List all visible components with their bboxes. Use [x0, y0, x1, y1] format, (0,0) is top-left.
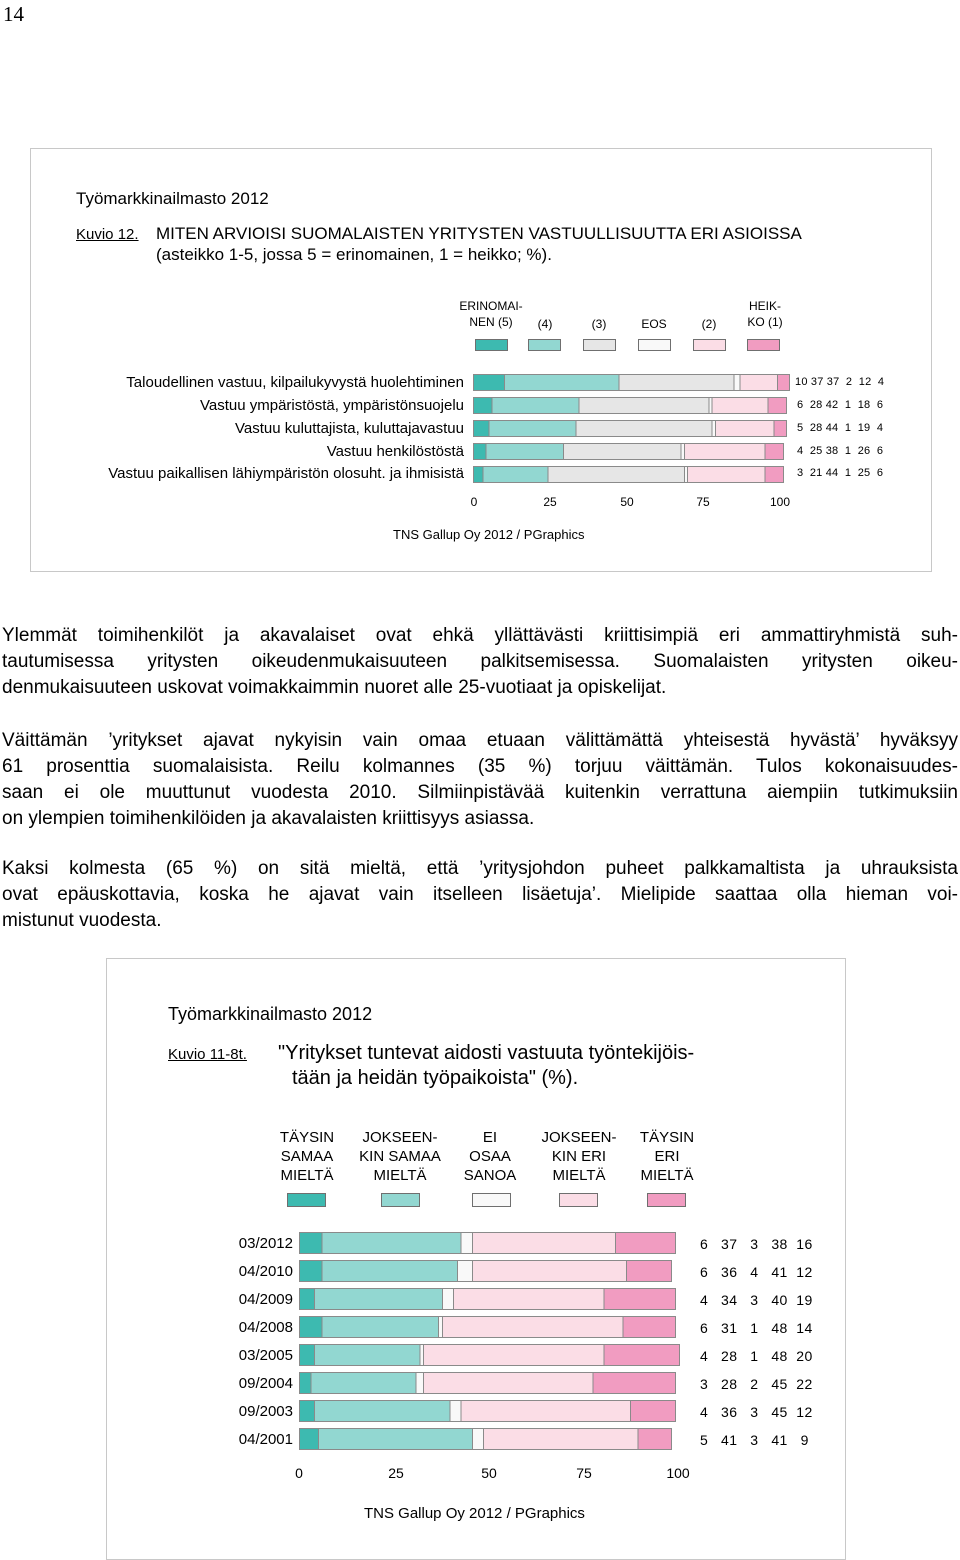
legend-2-label-line: JOKSEEN- — [541, 1129, 617, 1146]
chart-2-tick: 50 — [481, 1465, 497, 1481]
bar-segment-4 — [483, 467, 548, 483]
legend-2-label-line: TÄYSIN — [639, 1129, 695, 1146]
chart-1-value-labels: 10 37 37 2 12 4 — [795, 376, 885, 388]
legend-2-label-line: KIN ERI — [551, 1148, 607, 1165]
figure-2-source: TNS Gallup Oy 2012 / PGraphics — [364, 1505, 585, 1522]
bar-segment-jokseenkin-eri-mieltä — [454, 1289, 604, 1310]
chart-2-value-labels: 6 37 3 38 16 — [700, 1236, 813, 1252]
legend-2-label-line: ERI — [654, 1148, 680, 1165]
bar-segment-4 — [505, 375, 620, 391]
bar-segment-erinomainen-5 — [474, 444, 486, 460]
chart-1-bars — [470, 372, 790, 487]
chart-1-value-labels: 4 25 38 1 26 6 — [797, 445, 884, 457]
chart-1-row-label: Vastuu henkilöstöstä — [326, 443, 464, 460]
bar-segment-heikko-1 — [777, 375, 789, 391]
chart-2-row-label: 09/2003 — [238, 1403, 293, 1420]
bar-segment-2 — [684, 444, 765, 460]
bar-segment-täysin-eri-mieltä — [604, 1289, 675, 1310]
legend-2-label-line: MIELTÄ — [640, 1167, 694, 1184]
bar-segment-3 — [548, 467, 684, 483]
bar-segment-ei-osaa-sanoa — [439, 1317, 443, 1338]
paragraph-3 — [2, 856, 958, 934]
bar-segment-4 — [489, 421, 576, 437]
chart-2-row-label: 03/2005 — [238, 1347, 293, 1364]
chart-2-row-label: 09/2004 — [238, 1375, 293, 1392]
chart-2-row-label: 04/2010 — [238, 1263, 293, 1280]
chart-2-value-labels: 6 36 4 41 12 — [700, 1264, 813, 1280]
legend-2-swatch-täysin-eri — [647, 1193, 686, 1207]
figure-2-number: Kuvio 11-8t. — [168, 1046, 247, 1063]
paragraph-line: ovat epäuskottavia, koska he ajavat vain itselleen lisäetuja’. Mielipide saattaa olla hieman voi- — [2, 884, 958, 905]
legend-1-label-5 — [446, 298, 536, 330]
legend-2-swatch-jokseenkin-eri — [559, 1193, 598, 1207]
bar-segment-täysin-samaa-mieltä — [300, 1289, 315, 1310]
legend-2-label-ei-osaa — [445, 1128, 535, 1185]
legend-1-label-5-line1: ERINOMAI- — [459, 299, 523, 313]
chart-1-tick: 50 — [620, 495, 634, 509]
bar-segment-heikko-1 — [765, 467, 784, 483]
bar-segment-eos — [734, 375, 740, 391]
figure-2-title-line2: tään ja heidän työpaikoista" (%). — [292, 1067, 579, 1089]
chart-2-value-labels: 3 28 2 45 22 — [700, 1376, 813, 1392]
bar-segment-erinomainen-5 — [474, 467, 483, 483]
bar-segment-heikko-1 — [768, 398, 787, 414]
chart-1-tick: 25 — [543, 495, 557, 509]
bar-segment-täysin-eri-mieltä — [615, 1233, 675, 1254]
bar-segment-3 — [579, 398, 709, 414]
bar-segment-jokseenkin-eri-mieltä — [424, 1373, 593, 1394]
legend-2-label-line: TÄYSIN — [279, 1129, 335, 1146]
legend-2-label-line: SANOA — [463, 1167, 517, 1184]
legend-1-swatch-5 — [475, 339, 508, 351]
chart-2-value-labels: 5 41 3 41 9 — [700, 1432, 809, 1448]
chart-2-row-label: 04/2008 — [238, 1319, 293, 1336]
bar-segment-4 — [486, 444, 564, 460]
bar-segment-jokseenkin-samaa-mieltä — [315, 1289, 443, 1310]
legend-1-label-1-line2: KO (1) — [747, 315, 783, 329]
bar-segment-erinomainen-5 — [474, 421, 490, 437]
legend-2-label-line: JOKSEEN- — [362, 1129, 438, 1146]
chart-2-tick: 75 — [576, 1465, 592, 1481]
bar-segment-3 — [563, 444, 681, 460]
figure-2-title — [278, 1041, 694, 1091]
bar-segment-ei-osaa-sanoa — [420, 1345, 424, 1366]
figure-1-number: Kuvio 12. — [76, 226, 139, 243]
bar-segment-jokseenkin-eri-mieltä — [424, 1345, 604, 1366]
legend-2-label-line: KIN SAMAA — [359, 1148, 441, 1165]
chart-1-value-labels: 5 28 44 1 19 4 — [797, 422, 884, 434]
bar-segment-täysin-samaa-mieltä — [300, 1345, 315, 1366]
bar-segment-täysin-eri-mieltä — [627, 1261, 672, 1282]
bar-segment-täysin-eri-mieltä — [593, 1373, 676, 1394]
bar-segment-3 — [619, 375, 734, 391]
bar-segment-jokseenkin-samaa-mieltä — [315, 1401, 450, 1422]
bar-segment-jokseenkin-samaa-mieltä — [322, 1261, 457, 1282]
bar-segment-3 — [576, 421, 712, 437]
bar-segment-jokseenkin-eri-mieltä — [472, 1261, 626, 1282]
legend-1-label-1 — [730, 298, 800, 330]
bar-segment-ei-osaa-sanoa — [457, 1261, 472, 1282]
bar-segment-ei-osaa-sanoa — [442, 1289, 453, 1310]
bar-segment-ei-osaa-sanoa — [472, 1429, 483, 1450]
figure-1-source: TNS Gallup Oy 2012 / PGraphics — [393, 527, 585, 542]
figure-2-title-line1: "Yritykset tuntevat aidosti vastuuta työntekijöis- — [278, 1042, 695, 1064]
paragraph-line: 61 prosenttia suomalaisista. Reilu kolmannes (35 %) torjuu väittämän. Tulos kokonaisuudes- — [2, 756, 958, 777]
bar-segment-jokseenkin-samaa-mieltä — [322, 1233, 461, 1254]
paragraph-line: saan ei ole muuttunut vuodesta 2010. Silmiinpistävää kuitenkin verrattuna aiempiin tutkimuksiin — [2, 782, 958, 803]
bar-segment-ei-osaa-sanoa — [461, 1233, 472, 1254]
chart-1-row-label: Vastuu kuluttajista, kuluttajavastuu — [234, 420, 464, 437]
legend-2-swatch-täysin-samaa — [287, 1193, 326, 1207]
bar-segment-täysin-eri-mieltä — [630, 1401, 675, 1422]
chart-2-value-labels: 4 36 3 45 12 — [700, 1404, 813, 1420]
bar-segment-erinomainen-5 — [474, 398, 493, 414]
bar-segment-jokseenkin-samaa-mieltä — [311, 1373, 416, 1394]
paragraph-line: on ylempien toimihenkilöiden ja akavalaisten kriittisyys asiassa. — [2, 808, 535, 829]
figure-2-header: Työmarkkinailmasto 2012 — [168, 1004, 373, 1024]
legend-2-label-jokseenkin-samaa — [350, 1128, 450, 1185]
bar-segment-täysin-eri-mieltä — [604, 1345, 679, 1366]
bar-segment-4 — [492, 398, 579, 414]
legend-2-label-line: SAMAA — [280, 1148, 334, 1165]
legend-1-swatch-3 — [583, 339, 616, 351]
bar-segment-ei-osaa-sanoa — [450, 1401, 461, 1422]
paragraph-1 — [2, 623, 958, 701]
paragraph-2 — [2, 728, 958, 832]
chart-2-value-labels: 6 31 1 48 14 — [700, 1320, 813, 1336]
bar-segment-täysin-samaa-mieltä — [300, 1401, 315, 1422]
legend-1-swatch-eos — [638, 339, 671, 351]
chart-2-value-labels: 4 28 1 48 20 — [700, 1348, 813, 1364]
bar-segment-täysin-samaa-mieltä — [300, 1261, 323, 1282]
bar-segment-heikko-1 — [765, 444, 784, 460]
bar-segment-2 — [712, 398, 768, 414]
paragraph-line: tautumisessa yritysten oikeudenmukaisuuteen palkitsemisessa. Suomalaisten yritysten oikeu- — [2, 651, 958, 672]
legend-2-label-jokseenkin-eri — [530, 1128, 628, 1185]
chart-1-row-label: Vastuu paikallisen lähiympäristön olosuht. ja ihmisistä — [108, 465, 464, 482]
chart-2-tick: 0 — [295, 1465, 303, 1481]
legend-1-label-eos: EOS — [641, 317, 667, 331]
bar-segment-2 — [740, 375, 777, 391]
legend-1-swatch-4 — [528, 339, 561, 351]
bar-segment-jokseenkin-samaa-mieltä — [315, 1345, 420, 1366]
legend-1-swatch-1 — [747, 339, 780, 351]
chart-1-tick: 100 — [769, 495, 791, 509]
legend-2-label-täysin-eri — [622, 1128, 712, 1185]
bar-segment-täysin-eri-mieltä — [638, 1429, 672, 1450]
legend-2-label-line: MIELTÄ — [552, 1167, 606, 1184]
figure-1-title — [156, 223, 802, 265]
figure-1-title-line2: (asteikko 1-5, jossa 5 = erinomainen, 1 = heikko; %). — [156, 245, 552, 264]
paragraph-line: mistunut vuodesta. — [2, 910, 162, 931]
chart-2-row-label: 03/2012 — [238, 1235, 293, 1252]
bar-segment-2 — [687, 467, 765, 483]
paragraph-line: Väittämän ’yritykset ajavat nykyisin vain omaa etuaan välittämättä yhteisestä hyvästä’ hyväksyy — [2, 730, 958, 751]
legend-1-label-4: (4) — [537, 317, 553, 331]
chart-1-value-labels: 3 21 44 1 25 6 — [797, 467, 884, 479]
bar-segment-jokseenkin-samaa-mieltä — [322, 1317, 439, 1338]
chart-1-tick: 0 — [470, 495, 478, 509]
legend-2-label-line: MIELTÄ — [373, 1167, 427, 1184]
figure-1-header: Työmarkkinailmasto 2012 — [76, 189, 269, 208]
chart-2-tick: 25 — [388, 1465, 404, 1481]
paragraph-line: Kaksi kolmesta (65 %) on sitä mieltä, että ’yritysjohdon puheet palkkamaltista ja uhrauksista — [2, 858, 958, 879]
chart-1-tick: 75 — [696, 495, 710, 509]
legend-1-label-2: (2) — [701, 317, 717, 331]
chart-2-row-label: 04/2009 — [238, 1291, 293, 1308]
paragraph-line: Ylemmät toimihenkilöt ja akavalaiset ovat ehkä yllättävästi kriittisimpiä eri ammattiryhmistä suh- — [2, 625, 958, 646]
legend-1-label-1-line1: HEIK- — [748, 299, 781, 313]
bar-segment-jokseenkin-eri-mieltä — [484, 1429, 638, 1450]
bar-segment-2 — [715, 421, 774, 437]
bar-segment-jokseenkin-eri-mieltä — [461, 1401, 630, 1422]
legend-2-label-täysin-samaa — [262, 1128, 352, 1185]
bar-segment-täysin-samaa-mieltä — [300, 1233, 323, 1254]
paragraph-line: denmukaisuuteen uskovat voimakkaimmin nuoret alle 25-vuotiaat ja opiskelijat. — [2, 677, 667, 698]
chart-2-row-label: 04/2001 — [238, 1431, 293, 1448]
legend-1-swatch-2 — [693, 339, 726, 351]
legend-2-swatch-ei-osaa — [472, 1193, 511, 1207]
bar-segment-täysin-samaa-mieltä — [300, 1373, 311, 1394]
bar-segment-ei-osaa-sanoa — [416, 1373, 424, 1394]
chart-2-bars — [295, 1230, 685, 1460]
chart-2-value-labels: 4 34 3 40 19 — [700, 1292, 813, 1308]
legend-2-label-line: EI — [482, 1129, 498, 1146]
figure-1-title-line1: MITEN ARVIOISI SUOMALAISTEN YRITYSTEN VASTUULLISUUTTA ERI ASIOISSA — [156, 224, 802, 243]
bar-segment-erinomainen-5 — [474, 375, 505, 391]
legend-2-swatch-jokseenkin-samaa — [381, 1193, 420, 1207]
bar-segment-jokseenkin-eri-mieltä — [472, 1233, 615, 1254]
bar-segment-jokseenkin-samaa-mieltä — [318, 1429, 472, 1450]
chart-2-tick: 100 — [666, 1465, 690, 1481]
bar-segment-täysin-eri-mieltä — [623, 1317, 676, 1338]
bar-segment-heikko-1 — [774, 421, 786, 437]
legend-1-label-3: (3) — [591, 317, 607, 331]
legend-1-label-5-line2: NEN (5) — [469, 315, 513, 329]
legend-2-label-line: MIELTÄ — [280, 1167, 334, 1184]
chart-1-value-labels: 6 28 42 1 18 6 — [797, 399, 884, 411]
bar-segment-täysin-samaa-mieltä — [300, 1429, 319, 1450]
chart-1-row-label: Vastuu ympäristöstä, ympäristönsuojelu — [199, 397, 464, 414]
bar-segment-jokseenkin-eri-mieltä — [442, 1317, 622, 1338]
chart-1-row-label: Taloudellinen vastuu, kilpailukyvystä huolehtiminen — [126, 374, 464, 391]
legend-2-label-line: OSAA — [469, 1148, 511, 1165]
bar-segment-täysin-samaa-mieltä — [300, 1317, 323, 1338]
page-number: 14 — [3, 2, 24, 26]
